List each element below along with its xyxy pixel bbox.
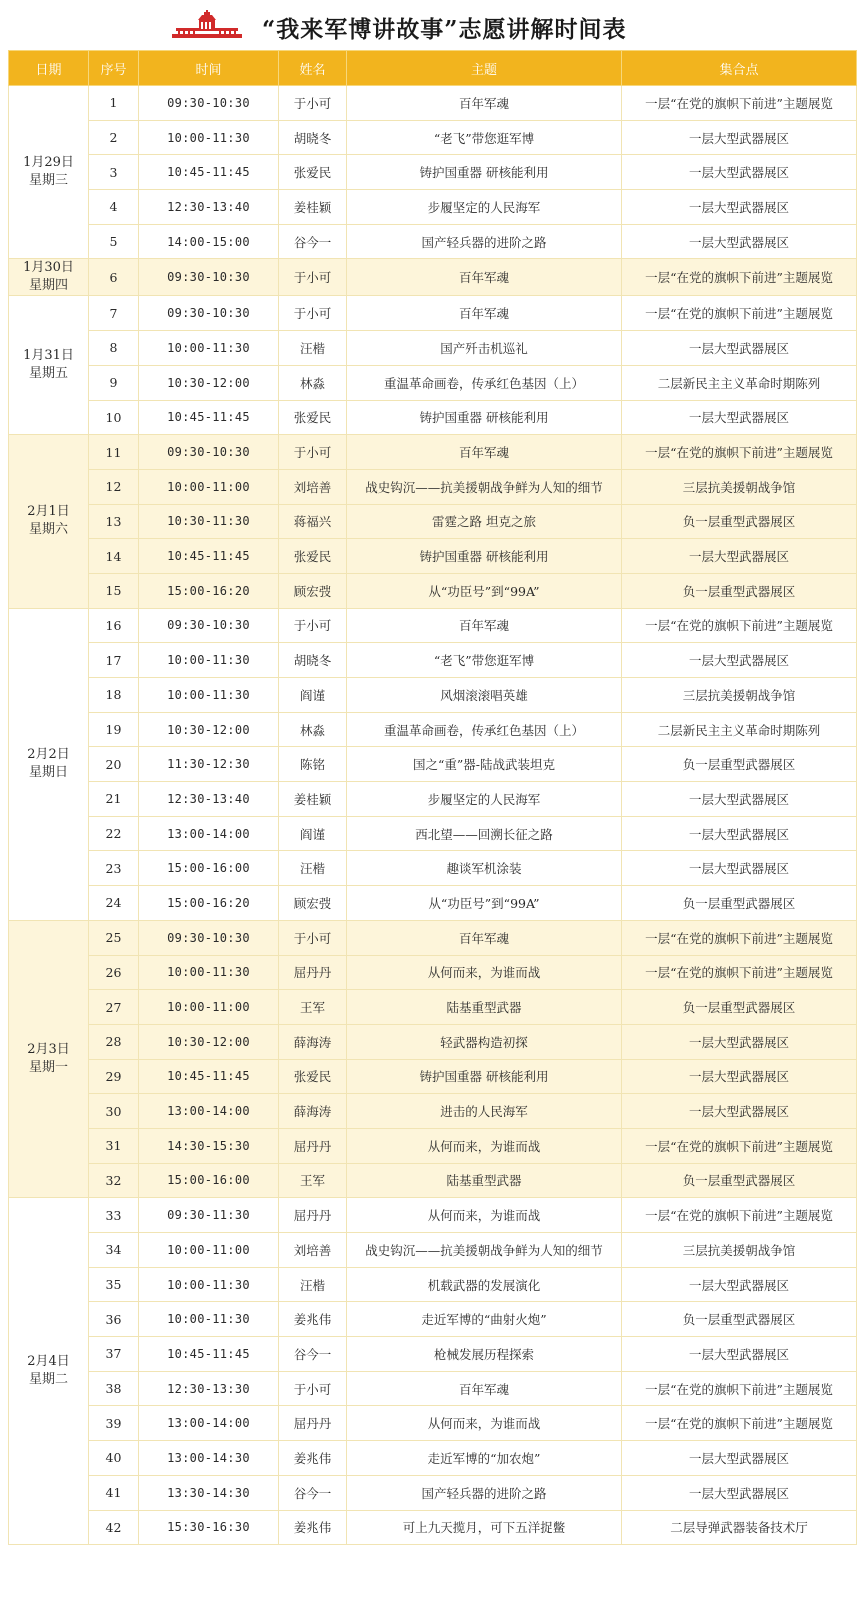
time-cell: 09:30-10:30 — [139, 259, 279, 296]
topic-cell: 可上九天揽月，可下五洋捉鳖 — [347, 1510, 622, 1545]
topic-cell: 西北望——回溯长征之路 — [347, 816, 622, 851]
name-cell: 薛海涛 — [279, 1094, 347, 1129]
name-cell: 谷今一 — [279, 1337, 347, 1372]
time-cell: 15:00-16:00 — [139, 1163, 279, 1198]
name-cell: 王军 — [279, 990, 347, 1025]
topic-cell: 铸护国重器 研核能利用 — [347, 400, 622, 435]
table-row — [9, 1337, 857, 1372]
table-row — [9, 1406, 857, 1441]
location-cell: 一层“在党的旗帜下前进”主题展览 — [622, 955, 857, 990]
index-cell: 29 — [89, 1059, 139, 1094]
weekday-label: 星期二 — [28, 1372, 68, 1388]
date-label: 2月1日 — [27, 504, 70, 520]
table-row — [9, 1441, 857, 1476]
topic-cell: 重温革命画卷，传承红色基因（上） — [347, 365, 622, 400]
index-cell: 10 — [89, 400, 139, 435]
index-cell: 39 — [89, 1406, 139, 1441]
index-cell: 11 — [89, 435, 139, 470]
table-row — [9, 816, 857, 851]
topic-cell: 陆基重型武器 — [347, 1163, 622, 1198]
table-row — [9, 1198, 857, 1233]
museum-building-icon — [172, 10, 242, 40]
index-cell: 38 — [89, 1371, 139, 1406]
location-cell: 一层大型武器展区 — [622, 851, 857, 886]
index-cell: 18 — [89, 678, 139, 713]
location-cell: 一层大型武器展区 — [622, 1267, 857, 1302]
index-cell: 14 — [89, 539, 139, 574]
topic-cell: 进击的人民海军 — [347, 1094, 622, 1129]
table-row — [9, 1233, 857, 1268]
time-cell: 10:00-11:30 — [139, 1302, 279, 1337]
time-cell: 10:45-11:45 — [139, 1337, 279, 1372]
name-cell: 蒋福兴 — [279, 504, 347, 539]
location-cell: 一层大型武器展区 — [622, 1094, 857, 1129]
topic-cell: 从何而来，为谁而战 — [347, 1406, 622, 1441]
name-cell: 于小可 — [279, 259, 347, 296]
header-date: 日期 — [9, 51, 89, 86]
name-cell: 刘培善 — [279, 1233, 347, 1268]
date-cell — [9, 920, 89, 1198]
topic-cell: 从何而来，为谁而战 — [347, 955, 622, 990]
table-row — [9, 851, 857, 886]
index-cell: 33 — [89, 1198, 139, 1233]
table-row — [9, 1059, 857, 1094]
table-row — [9, 1302, 857, 1337]
name-cell: 汪楷 — [279, 1267, 347, 1302]
location-cell: 一层大型武器展区 — [622, 1475, 857, 1510]
name-cell: 屈丹丹 — [279, 1198, 347, 1233]
time-cell: 10:00-11:30 — [139, 643, 279, 678]
index-cell: 8 — [89, 331, 139, 366]
time-cell: 10:00-11:30 — [139, 120, 279, 155]
location-cell: 一层大型武器展区 — [622, 1441, 857, 1476]
index-cell: 9 — [89, 365, 139, 400]
weekday-label: 星期日 — [28, 765, 68, 781]
topic-cell: 国产轻兵器的进阶之路 — [347, 1475, 622, 1510]
name-cell: 张爱民 — [279, 155, 347, 190]
time-cell: 10:30-12:00 — [139, 365, 279, 400]
schedule-body — [9, 86, 857, 1545]
table-row — [9, 886, 857, 921]
topic-cell: 国之“重”器-陆战武装坦克 — [347, 747, 622, 782]
date-cell — [9, 86, 89, 259]
table-row — [9, 155, 857, 190]
index-cell: 25 — [89, 920, 139, 955]
page-title: “我来军博讲故事”志愿讲解时间表 — [262, 16, 627, 43]
topic-cell: 百年军魂 — [347, 296, 622, 331]
index-cell: 20 — [89, 747, 139, 782]
name-cell: 张爱民 — [279, 539, 347, 574]
topic-cell: 国产轻兵器的进阶之路 — [347, 224, 622, 259]
table-row — [9, 365, 857, 400]
location-cell: 负一层重型武器展区 — [622, 504, 857, 539]
date-label: 1月30日 — [23, 260, 74, 276]
table-row — [9, 86, 857, 121]
index-cell: 13 — [89, 504, 139, 539]
location-cell: 一层“在党的旗帜下前进”主题展览 — [622, 86, 857, 121]
topic-cell: 从何而来，为谁而战 — [347, 1198, 622, 1233]
index-cell: 36 — [89, 1302, 139, 1337]
index-cell: 28 — [89, 1024, 139, 1059]
table-row — [9, 539, 857, 574]
location-cell: 负一层重型武器展区 — [622, 886, 857, 921]
index-cell: 4 — [89, 190, 139, 225]
topic-cell: 百年军魂 — [347, 920, 622, 955]
name-cell: 姜兆伟 — [279, 1441, 347, 1476]
name-cell: 谷今一 — [279, 1475, 347, 1510]
table-row — [9, 747, 857, 782]
location-cell: 三层抗美援朝战争馆 — [622, 678, 857, 713]
header-topic: 主题 — [347, 51, 622, 86]
table-row — [9, 435, 857, 470]
table-row — [9, 120, 857, 155]
table-row — [9, 678, 857, 713]
topic-cell: 走近军博的“加农炮” — [347, 1441, 622, 1476]
table-row — [9, 1128, 857, 1163]
location-cell: 一层大型武器展区 — [622, 643, 857, 678]
time-cell: 10:00-11:00 — [139, 990, 279, 1025]
time-cell: 12:30-13:40 — [139, 190, 279, 225]
table-row — [9, 259, 857, 296]
topic-cell: 步履坚定的人民海军 — [347, 782, 622, 817]
table-row — [9, 608, 857, 643]
time-cell: 12:30-13:40 — [139, 782, 279, 817]
index-cell: 37 — [89, 1337, 139, 1372]
location-cell: 一层“在党的旗帜下前进”主题展览 — [622, 296, 857, 331]
table-row — [9, 504, 857, 539]
index-cell: 30 — [89, 1094, 139, 1129]
location-cell: 一层大型武器展区 — [622, 1337, 857, 1372]
time-cell: 10:00-11:30 — [139, 331, 279, 366]
name-cell: 谷今一 — [279, 224, 347, 259]
index-cell: 41 — [89, 1475, 139, 1510]
time-cell: 15:00-16:20 — [139, 886, 279, 921]
index-cell: 12 — [89, 469, 139, 504]
index-cell: 19 — [89, 712, 139, 747]
time-cell: 09:30-10:30 — [139, 608, 279, 643]
time-cell: 10:30-12:00 — [139, 1024, 279, 1059]
name-cell: 刘培善 — [279, 469, 347, 504]
location-cell: 一层“在党的旗帜下前进”主题展览 — [622, 435, 857, 470]
time-cell: 10:45-11:45 — [139, 1059, 279, 1094]
table-row — [9, 920, 857, 955]
topic-cell: 雷霆之路 坦克之旅 — [347, 504, 622, 539]
name-cell: 阎谨 — [279, 678, 347, 713]
index-cell: 2 — [89, 120, 139, 155]
time-cell: 12:30-13:30 — [139, 1371, 279, 1406]
time-cell: 13:00-14:00 — [139, 1094, 279, 1129]
table-row — [9, 1094, 857, 1129]
name-cell: 胡晓冬 — [279, 643, 347, 678]
header-name: 姓名 — [279, 51, 347, 86]
location-cell: 一层“在党的旗帜下前进”主题展览 — [622, 1198, 857, 1233]
index-cell: 24 — [89, 886, 139, 921]
time-cell: 15:30-16:30 — [139, 1510, 279, 1545]
table-row — [9, 224, 857, 259]
topic-cell: 重温革命画卷，传承红色基因（上） — [347, 712, 622, 747]
table-row — [9, 331, 857, 366]
location-cell: 一层“在党的旗帜下前进”主题展览 — [622, 259, 857, 296]
time-cell: 10:30-11:30 — [139, 504, 279, 539]
time-cell: 14:30-15:30 — [139, 1128, 279, 1163]
time-cell: 09:30-10:30 — [139, 296, 279, 331]
index-cell: 15 — [89, 573, 139, 608]
name-cell: 阎谨 — [279, 816, 347, 851]
location-cell: 一层“在党的旗帜下前进”主题展览 — [622, 1406, 857, 1441]
location-cell: 一层大型武器展区 — [622, 190, 857, 225]
index-cell: 32 — [89, 1163, 139, 1198]
time-cell: 14:00-15:00 — [139, 224, 279, 259]
date-cell — [9, 1198, 89, 1545]
name-cell: 姜桂颖 — [279, 782, 347, 817]
location-cell: 二层导弹武器装备技术厅 — [622, 1510, 857, 1545]
time-cell: 10:00-11:00 — [139, 469, 279, 504]
topic-cell: 百年军魂 — [347, 608, 622, 643]
topic-cell: 陆基重型武器 — [347, 990, 622, 1025]
name-cell: 顾宏弢 — [279, 886, 347, 921]
name-cell: 于小可 — [279, 1371, 347, 1406]
index-cell: 23 — [89, 851, 139, 886]
index-cell: 27 — [89, 990, 139, 1025]
location-cell: 一层大型武器展区 — [622, 539, 857, 574]
name-cell: 顾宏弢 — [279, 573, 347, 608]
topic-cell: 趣谈军机涂装 — [347, 851, 622, 886]
table-row — [9, 1371, 857, 1406]
index-cell: 21 — [89, 782, 139, 817]
name-cell: 林淼 — [279, 365, 347, 400]
table-row — [9, 469, 857, 504]
name-cell: 胡晓冬 — [279, 120, 347, 155]
topic-cell: 百年军魂 — [347, 435, 622, 470]
time-cell: 13:00-14:30 — [139, 1441, 279, 1476]
header-row — [9, 51, 857, 86]
name-cell: 屈丹丹 — [279, 1406, 347, 1441]
topic-cell: 百年军魂 — [347, 86, 622, 121]
schedule-table — [8, 50, 857, 1545]
name-cell: 张爱民 — [279, 400, 347, 435]
topic-cell: 国产歼击机巡礼 — [347, 331, 622, 366]
index-cell: 40 — [89, 1441, 139, 1476]
weekday-label: 星期四 — [28, 278, 68, 294]
date-cell — [9, 296, 89, 435]
time-cell: 10:45-11:45 — [139, 539, 279, 574]
location-cell: 一层大型武器展区 — [622, 1024, 857, 1059]
header — [0, 0, 864, 52]
topic-cell: 铸护国重器 研核能利用 — [347, 539, 622, 574]
name-cell: 汪楷 — [279, 331, 347, 366]
topic-cell: 从何而来，为谁而战 — [347, 1128, 622, 1163]
topic-cell: 铸护国重器 研核能利用 — [347, 1059, 622, 1094]
topic-cell: 铸护国重器 研核能利用 — [347, 155, 622, 190]
index-cell: 1 — [89, 86, 139, 121]
table-row — [9, 1267, 857, 1302]
location-cell: 一层“在党的旗帜下前进”主题展览 — [622, 1371, 857, 1406]
time-cell: 09:30-10:30 — [139, 920, 279, 955]
table-row — [9, 955, 857, 990]
name-cell: 薛海涛 — [279, 1024, 347, 1059]
topic-cell: 步履坚定的人民海军 — [347, 190, 622, 225]
name-cell: 陈铭 — [279, 747, 347, 782]
weekday-label: 星期一 — [28, 1060, 68, 1076]
topic-cell: 轻武器构造初探 — [347, 1024, 622, 1059]
location-cell: 负一层重型武器展区 — [622, 990, 857, 1025]
index-cell: 3 — [89, 155, 139, 190]
name-cell: 于小可 — [279, 86, 347, 121]
time-cell: 13:30-14:30 — [139, 1475, 279, 1510]
name-cell: 于小可 — [279, 608, 347, 643]
topic-cell: 走近军博的“曲射火炮” — [347, 1302, 622, 1337]
location-cell: 负一层重型武器展区 — [622, 1302, 857, 1337]
location-cell: 一层大型武器展区 — [622, 120, 857, 155]
location-cell: 一层“在党的旗帜下前进”主题展览 — [622, 920, 857, 955]
location-cell: 负一层重型武器展区 — [622, 573, 857, 608]
name-cell: 王军 — [279, 1163, 347, 1198]
index-cell: 34 — [89, 1233, 139, 1268]
date-label: 2月2日 — [27, 747, 70, 763]
topic-cell: 百年军魂 — [347, 1371, 622, 1406]
location-cell: 一层大型武器展区 — [622, 224, 857, 259]
date-label: 1月31日 — [23, 348, 74, 364]
time-cell: 09:30-11:30 — [139, 1198, 279, 1233]
location-cell: 一层大型武器展区 — [622, 782, 857, 817]
date-label: 1月29日 — [23, 155, 74, 171]
table-row — [9, 643, 857, 678]
table-row — [9, 712, 857, 747]
index-cell: 26 — [89, 955, 139, 990]
topic-cell: 战史钩沉——抗美援朝战争鲜为人知的细节 — [347, 1233, 622, 1268]
date-cell — [9, 259, 89, 296]
table-row — [9, 1163, 857, 1198]
index-cell: 35 — [89, 1267, 139, 1302]
time-cell: 10:00-11:30 — [139, 678, 279, 713]
table-row — [9, 400, 857, 435]
time-cell: 15:00-16:20 — [139, 573, 279, 608]
location-cell: 负一层重型武器展区 — [622, 1163, 857, 1198]
location-cell: 一层“在党的旗帜下前进”主题展览 — [622, 1128, 857, 1163]
index-cell: 42 — [89, 1510, 139, 1545]
table-row — [9, 990, 857, 1025]
location-cell: 负一层重型武器展区 — [622, 747, 857, 782]
table-row — [9, 1024, 857, 1059]
topic-cell: 机载武器的发展演化 — [347, 1267, 622, 1302]
table-row — [9, 1475, 857, 1510]
table-row — [9, 782, 857, 817]
time-cell: 10:00-11:30 — [139, 955, 279, 990]
topic-cell: 从“功臣号”到“99A” — [347, 573, 622, 608]
date-cell — [9, 608, 89, 920]
name-cell: 屈丹丹 — [279, 955, 347, 990]
time-cell: 10:45-11:45 — [139, 155, 279, 190]
index-cell: 6 — [89, 259, 139, 296]
index-cell: 17 — [89, 643, 139, 678]
table-row — [9, 296, 857, 331]
location-cell: 二层新民主主义革命时期陈列 — [622, 712, 857, 747]
topic-cell: “老飞”带您逛军博 — [347, 120, 622, 155]
date-label: 2月3日 — [27, 1042, 70, 1058]
location-cell: 一层大型武器展区 — [622, 816, 857, 851]
location-cell: 一层大型武器展区 — [622, 400, 857, 435]
name-cell: 姜兆伟 — [279, 1510, 347, 1545]
table-row — [9, 190, 857, 225]
time-cell: 10:45-11:45 — [139, 400, 279, 435]
index-cell: 7 — [89, 296, 139, 331]
time-cell: 13:00-14:00 — [139, 1406, 279, 1441]
weekday-label: 星期六 — [28, 522, 68, 538]
weekday-label: 星期五 — [28, 366, 68, 382]
header-index: 序号 — [89, 51, 139, 86]
topic-cell: 枪械发展历程探索 — [347, 1337, 622, 1372]
location-cell: 一层大型武器展区 — [622, 1059, 857, 1094]
topic-cell: 战史钩沉——抗美援朝战争鲜为人知的细节 — [347, 469, 622, 504]
index-cell: 5 — [89, 224, 139, 259]
header-time: 时间 — [139, 51, 279, 86]
name-cell: 屈丹丹 — [279, 1128, 347, 1163]
location-cell: 二层新民主主义革命时期陈列 — [622, 365, 857, 400]
time-cell: 09:30-10:30 — [139, 435, 279, 470]
time-cell: 10:00-11:00 — [139, 1233, 279, 1268]
time-cell: 10:30-12:00 — [139, 712, 279, 747]
time-cell: 11:30-12:30 — [139, 747, 279, 782]
index-cell: 16 — [89, 608, 139, 643]
topic-cell: 百年军魂 — [347, 259, 622, 296]
time-cell: 09:30-10:30 — [139, 86, 279, 121]
location-cell: 三层抗美援朝战争馆 — [622, 469, 857, 504]
name-cell: 汪楷 — [279, 851, 347, 886]
location-cell: 一层大型武器展区 — [622, 155, 857, 190]
index-cell: 31 — [89, 1128, 139, 1163]
time-cell: 13:00-14:00 — [139, 816, 279, 851]
time-cell: 10:00-11:30 — [139, 1267, 279, 1302]
location-cell: 一层“在党的旗帜下前进”主题展览 — [622, 608, 857, 643]
name-cell: 张爱民 — [279, 1059, 347, 1094]
name-cell: 于小可 — [279, 920, 347, 955]
time-cell: 15:00-16:00 — [139, 851, 279, 886]
index-cell: 22 — [89, 816, 139, 851]
table-row — [9, 1510, 857, 1545]
location-cell: 三层抗美援朝战争馆 — [622, 1233, 857, 1268]
location-cell: 一层大型武器展区 — [622, 331, 857, 366]
header-location: 集合点 — [622, 51, 857, 86]
table-row — [9, 573, 857, 608]
date-cell — [9, 435, 89, 608]
topic-cell: “老飞”带您逛军博 — [347, 643, 622, 678]
topic-cell: 风烟滚滚唱英雄 — [347, 678, 622, 713]
name-cell: 林淼 — [279, 712, 347, 747]
name-cell: 姜桂颖 — [279, 190, 347, 225]
weekday-label: 星期三 — [28, 173, 68, 189]
topic-cell: 从“功臣号”到“99A” — [347, 886, 622, 921]
name-cell: 姜兆伟 — [279, 1302, 347, 1337]
date-label: 2月4日 — [27, 1354, 70, 1370]
name-cell: 于小可 — [279, 435, 347, 470]
name-cell: 于小可 — [279, 296, 347, 331]
